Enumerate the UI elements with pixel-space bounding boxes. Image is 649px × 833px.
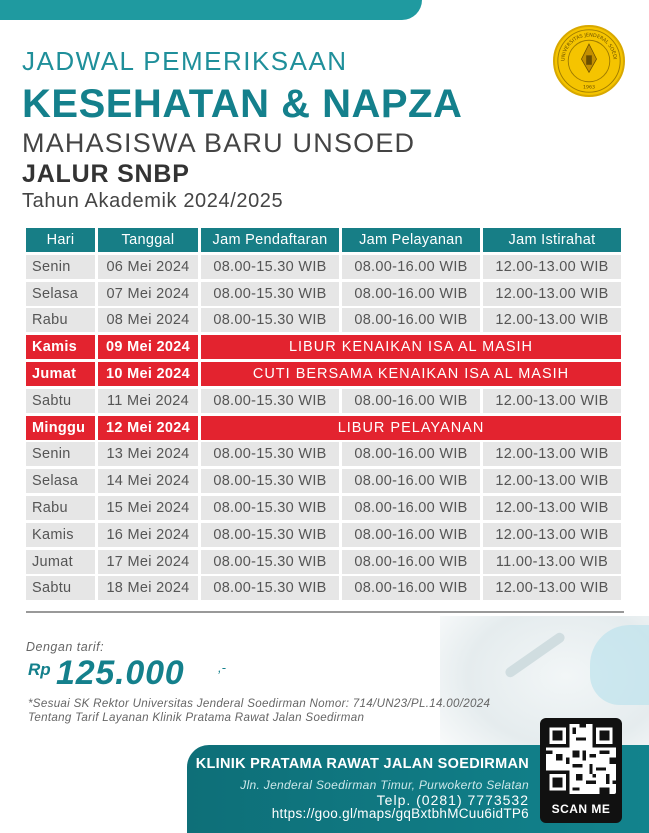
date-cell: 12 Mei 2024	[98, 416, 198, 440]
table-row	[26, 550, 624, 577]
tarif-amount: 125.000	[56, 654, 185, 692]
date-cell: 07 Mei 2024	[98, 282, 198, 306]
service-time-cell: 08.00-16.00 WIB	[342, 550, 480, 574]
day-cell: Rabu	[26, 496, 95, 520]
registration-time-cell: 08.00-15.30 WIB	[201, 389, 339, 413]
header-jam-istirahat: Jam Istirahat	[483, 228, 621, 252]
rest-time-cell: 12.00-13.00 WIB	[483, 255, 621, 279]
registration-time-cell: 08.00-15.30 WIB	[201, 442, 339, 466]
day-cell: Jumat	[26, 550, 95, 574]
header-jam-pelayanan: Jam Pelayanan	[342, 228, 480, 252]
day-cell: Rabu	[26, 308, 95, 332]
registration-time-cell: 08.00-15.30 WIB	[201, 550, 339, 574]
clinic-name: KLINIK PRATAMA RAWAT JALAN SOEDIRMAN	[195, 756, 529, 772]
title-line-5: Tahun Akademik 2024/2025	[22, 190, 284, 212]
day-cell: Sabtu	[26, 576, 95, 600]
day-cell: Selasa	[26, 282, 95, 306]
registration-time-cell: 08.00-15.30 WIB	[201, 469, 339, 493]
service-time-cell: 08.00-16.00 WIB	[342, 469, 480, 493]
date-cell: 06 Mei 2024	[98, 255, 198, 279]
rest-time-cell: 12.00-13.00 WIB	[483, 282, 621, 306]
svg-text:UNIVERSITAS JENDERAL SOEDIRMAN: UNIVERSITAS JENDERAL SOEDI	[560, 32, 618, 62]
day-cell: Kamis	[26, 335, 95, 359]
date-cell: 15 Mei 2024	[98, 496, 198, 520]
service-time-cell: 08.00-16.00 WIB	[342, 442, 480, 466]
clinic-phone: Telp. (0281) 7773532	[376, 792, 529, 808]
date-cell: 16 Mei 2024	[98, 523, 198, 547]
table-row-holiday	[26, 335, 624, 362]
service-time-cell: 08.00-16.00 WIB	[342, 576, 480, 600]
header-tanggal: Tanggal	[98, 228, 198, 252]
day-cell: Jumat	[26, 362, 95, 386]
title-line-2: KESEHATAN & NAPZA	[22, 82, 463, 126]
service-time-cell: 08.00-16.00 WIB	[342, 308, 480, 332]
date-cell: 14 Mei 2024	[98, 469, 198, 493]
rest-time-cell: 12.00-13.00 WIB	[483, 389, 621, 413]
day-cell: Senin	[26, 442, 95, 466]
scan-me-label: SCAN ME	[551, 802, 611, 816]
clinic-map-link[interactable]: https://goo.gl/maps/gqBxtbhMCuu6idTP6	[271, 806, 529, 821]
date-cell: 18 Mei 2024	[98, 576, 198, 600]
date-cell: 09 Mei 2024	[98, 335, 198, 359]
title-line-1: JADWAL PEMERIKSAAN	[22, 46, 348, 76]
rest-time-cell: 12.00-13.00 WIB	[483, 576, 621, 600]
tarif-label: Dengan tarif:	[26, 640, 105, 654]
university-seal-logo	[553, 25, 625, 97]
registration-time-cell: 08.00-15.30 WIB	[201, 282, 339, 306]
table-row	[26, 255, 624, 282]
table-row	[26, 523, 624, 550]
registration-time-cell: 08.00-15.30 WIB	[201, 523, 339, 547]
svg-text:1963: 1963	[582, 85, 596, 91]
registration-time-cell: 08.00-15.30 WIB	[201, 255, 339, 279]
registration-time-cell: 08.00-15.30 WIB	[201, 496, 339, 520]
table-row	[26, 576, 624, 603]
header-hari: Hari	[26, 228, 95, 252]
table-row-holiday	[26, 362, 624, 389]
title-line-4: JALUR SNBP	[22, 160, 190, 188]
table-row	[26, 282, 624, 309]
rest-time-cell: 12.00-13.00 WIB	[483, 496, 621, 520]
service-time-cell: 08.00-16.00 WIB	[342, 389, 480, 413]
rest-time-cell: 11.00-13.00 WIB	[483, 550, 621, 574]
day-cell: Selasa	[26, 469, 95, 493]
title-line-3: MAHASISWA BARU UNSOED	[22, 128, 416, 158]
date-cell: 10 Mei 2024	[98, 362, 198, 386]
rest-time-cell: 12.00-13.00 WIB	[483, 308, 621, 332]
registration-time-cell: 08.00-15.30 WIB	[201, 308, 339, 332]
table-row	[26, 308, 624, 335]
header-jam-pendaftaran: Jam Pendaftaran	[201, 228, 339, 252]
table-row-holiday	[26, 416, 624, 443]
date-cell: 17 Mei 2024	[98, 550, 198, 574]
table-header-row	[26, 228, 624, 255]
divider	[26, 611, 624, 613]
table-row	[26, 469, 624, 496]
holiday-note-cell: LIBUR PELAYANAN	[201, 416, 621, 440]
service-time-cell: 08.00-16.00 WIB	[342, 523, 480, 547]
service-time-cell: 08.00-16.00 WIB	[342, 255, 480, 279]
day-cell: Senin	[26, 255, 95, 279]
holiday-note-cell: LIBUR KENAIKAN ISA AL MASIH	[201, 335, 621, 359]
day-cell: Sabtu	[26, 389, 95, 413]
top-band	[0, 0, 422, 20]
decree-note: *Sesuai SK Rektor Universitas Jenderal Soedirman Nomor: 714/UN23/PL.14.00/2024	[28, 697, 491, 710]
service-time-cell: 08.00-16.00 WIB	[342, 496, 480, 520]
service-time-cell: 08.00-16.00 WIB	[342, 282, 480, 306]
date-cell: 08 Mei 2024	[98, 308, 198, 332]
rest-time-cell: 12.00-13.00 WIB	[483, 523, 621, 547]
decree-note-subject: Tentang Tarif Layanan Klinik Pratama Rawat Jalan Soedirman	[28, 711, 365, 724]
rest-time-cell: 12.00-13.00 WIB	[483, 469, 621, 493]
table-row	[26, 389, 624, 416]
table-row	[26, 442, 624, 469]
holiday-note-cell: CUTI BERSAMA KENAIKAN ISA AL MASIH	[201, 362, 621, 386]
day-cell: Minggu	[26, 416, 95, 440]
registration-time-cell: 08.00-15.30 WIB	[201, 576, 339, 600]
day-cell: Kamis	[26, 523, 95, 547]
schedule-table	[26, 228, 624, 603]
tarif-currency: Rp	[28, 660, 51, 679]
date-cell: 13 Mei 2024	[98, 442, 198, 466]
date-cell: 11 Mei 2024	[98, 389, 198, 413]
table-row	[26, 496, 624, 523]
clinic-address: Jln. Jenderal Soedirman Timur, Purwokerto Selatan	[240, 778, 529, 792]
tarif-suffix: ,-	[218, 660, 226, 675]
qr-code-icon[interactable]	[546, 724, 616, 794]
rest-time-cell: 12.00-13.00 WIB	[483, 442, 621, 466]
